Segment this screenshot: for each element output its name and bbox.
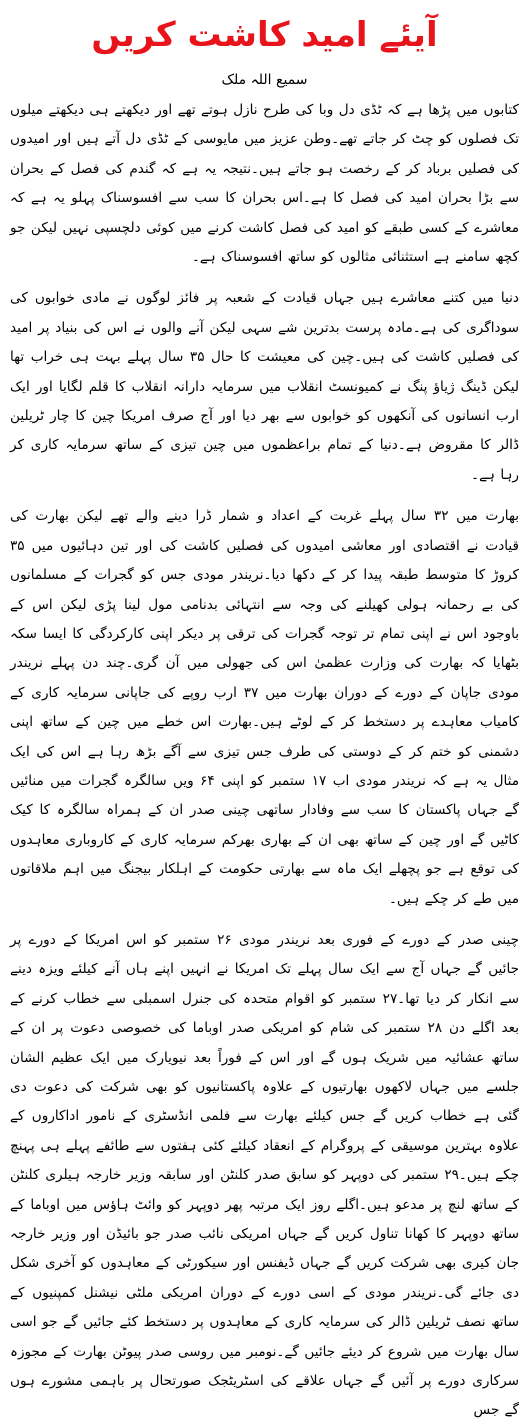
article-paragraph-2: دنیا میں کتنے معاشرے ہیں جہاں قیادت کے شعبہ پر فائز لوگوں نے مادی خوابوں کی سوداگری کی ہے۔مادہ پرست بدترین شے سہی لیکن آنے والوں نے اس کی بنیاد پر امید کی فصلیں کاشت کی ہیں۔چین کی معیشت کا حال ۳۵ سال پہلے بہت ہی خراب تھا لیکن ڈینگ ژیاؤ پنگ نے کمیونسٹ انقلاب میں سرمایہ دارانہ انقلاب کا قلم لگایا اور ایک ارب انسانوں کی آنکھوں کو خوابوں سے بھر دیا اور آج صرف امریکا چین کا چار ٹریلین ڈالر کا مقروض ہے۔دنیا کے تمام براعظموں میں چین تیزی کے ساتھ سرمایہ کاری کر رہا ہے۔: [10, 290, 519, 483]
article-title: آیئے امید کاشت کریں: [91, 15, 438, 55]
author-byline: سمیع اللہ ملک: [221, 72, 308, 88]
article-paragraph-4: چینی صدر کے دورے کے فوری بعد نریندر مودی ۲۶ ستمبر کو اس امریکا کے دورے پر جائیں گے جہاں آج سے ایک سال پہلے تک امریکا نے انہیں اپنے ہاں آنے کیلئے ویزہ دینے سے انکار کر دیا تھا۔۲۷ ستمبر کو اقوام متحدہ کی جنرل اسمبلی سے خطاب کرنے کے بعد اگلے دن ۲۸ ستمبر کی شام کو امریکی صدر اوباما کی خصوصی دعوت پر ان کے ساتھ عشائیہ میں شریک ہوں گے اور اس کے فوراً بعد نیویارک میں ایک عظیم الشان جلسے میں جہاں لاکھوں بھارتیوں کے علاوہ پاکستانیوں کو بھی شرکت کی دعوت دی گئی ہے خطاب کریں گے جس کیلئے بھارت سے فلمی انڈسٹری کے نامور اداکاروں کے علاوہ بہترین موسیقی کے پروگرام کے انعقاد کیلئے کئی ہفتوں سے طائفے پہلے ہی پہنچ چکے ہیں۔۲۹ ستمبر کی دوپہر کو سابق صدر کلنٹن اور سابقہ وزیر خارجہ ہیلری کلنٹن کے ساتھ لنچ پر مدعو ہیں۔اگلے روز ایک مرتبہ پھر دوپہر کو وائٹ ہاؤس میں اوباما کے ساتھ دوپہر کا کھانا تناول کریں گے جہاں امریکی نائب صدر جو بائیڈن اور وزیر خارجہ جان کیری بھی شرکت کریں گے جہاں ڈیفنس اور سیکورٹی کے معاہدوں کو آخری شکل دی جائے گی۔نریندر مودی کے اسی دورے کے دوران امریکی ملٹی نیشنل کمپنیوں کے ساتھ نصف ٹریلین ڈالر کی سرمایہ کاری کے معاہدوں پر دستخط کئے جائیں گے جو اسی سال بھارت میں شروع کر دیئے جائیں گے۔نومبر میں روسی صدر پیوٹن بھارت کے مجوزہ سرکاری دورے پر آئیں گے جہاں علاقے کی اسٹریٹجک صورتحال پر باہمی مشورے ہوں گے جس: [10, 931, 519, 1419]
article-paragraph-3: بھارت میں ۳۲ سال پہلے غربت کے اعداد و شمار ڈرا دینے والے تھے لیکن بھارت کی قیادت نے اقتصادی اور معاشی امیدوں کی فصلیں کاشت کی اور تین دہائیوں میں ۳۵ کروڑ کا متوسط طبقہ پیدا کر کے دکھا دیا۔نریندر مودی جس کو گجرات کے مسلمانوں کی بے رحمانہ ہولی کھیلنے کی وجہ سے انتہائی بدنامی مول لینا پڑی لیکن اس کے باوجود اس نے اپنی تمام تر توجہ گجرات کی ترقی پر دیکر اپنی کارکردگی کا ایسا سکہ بٹھایا کہ بھارت کی وزارت عظمیٰ اس کی جھولی میں آن گری۔چند دن پہلے نریندر مودی جاپان کے دورے کے دوران بھارت میں ۳۷ ارب روپے کی جاپانی سرمایہ کاری کے کامیاب معاہدے پر دستخط کر کے لوٹے ہیں۔بھارت اس خطے میں چین کے ساتھ اپنی دشمنی کو ختم کر کے دوستی کی طرف جس تیزی سے آگے بڑھ رہا ہے اس کی ایک مثال یہ ہے کہ نریندر مودی اب ۱۷ ستمبر کو اپنی ۶۴ ویں سالگرہ گجرات میں منائیں گے جہاں پاکستان کا سب سے وفادار ساتھی چینی صدر ان کے ہمراہ سالگرہ کا کیک کاٹیں گے اور چین کے ساتھ بھی ان کے بھاری بھرکم سرمایہ کاری کے کاروباری معاہدوں کی توقع ہے جو پچھلے ایک ماہ سے بھارتی حکومت کے اہلکار بیجنگ میں اہم ملاقاتوں میں طے کر چکے ہیں۔: [10, 508, 519, 907]
article-paragraph-1: کتابوں میں پڑھا ہے کہ ٹڈی دل وبا کی طرح نازل ہوتے تھے اور دیکھتے ہی دیکھتے میلوں تک فصلوں کو چٹ کر جاتے تھے۔وطن عزیز میں مایوسی کے ٹڈی دل آتے ہیں اور امیدوں کی فصلیں برباد کر کے رخصت ہو جاتے ہیں۔نتیجہ یہ ہے کہ گندم کی فصل کے بحران سے بڑا بحران امید کی فصل کا ہے۔اس بحران کا سب سے افسوسناک پہلو یہ ہے کہ معاشرے کے کسی طبقے کو امید کی فصل کاشت کرنے میں کوئی دلچسپی نہیں لیکن جو کچھ سامنے ہے استثنائی مثالوں کو ساتھ افسوسناک ہے۔: [10, 102, 519, 266]
